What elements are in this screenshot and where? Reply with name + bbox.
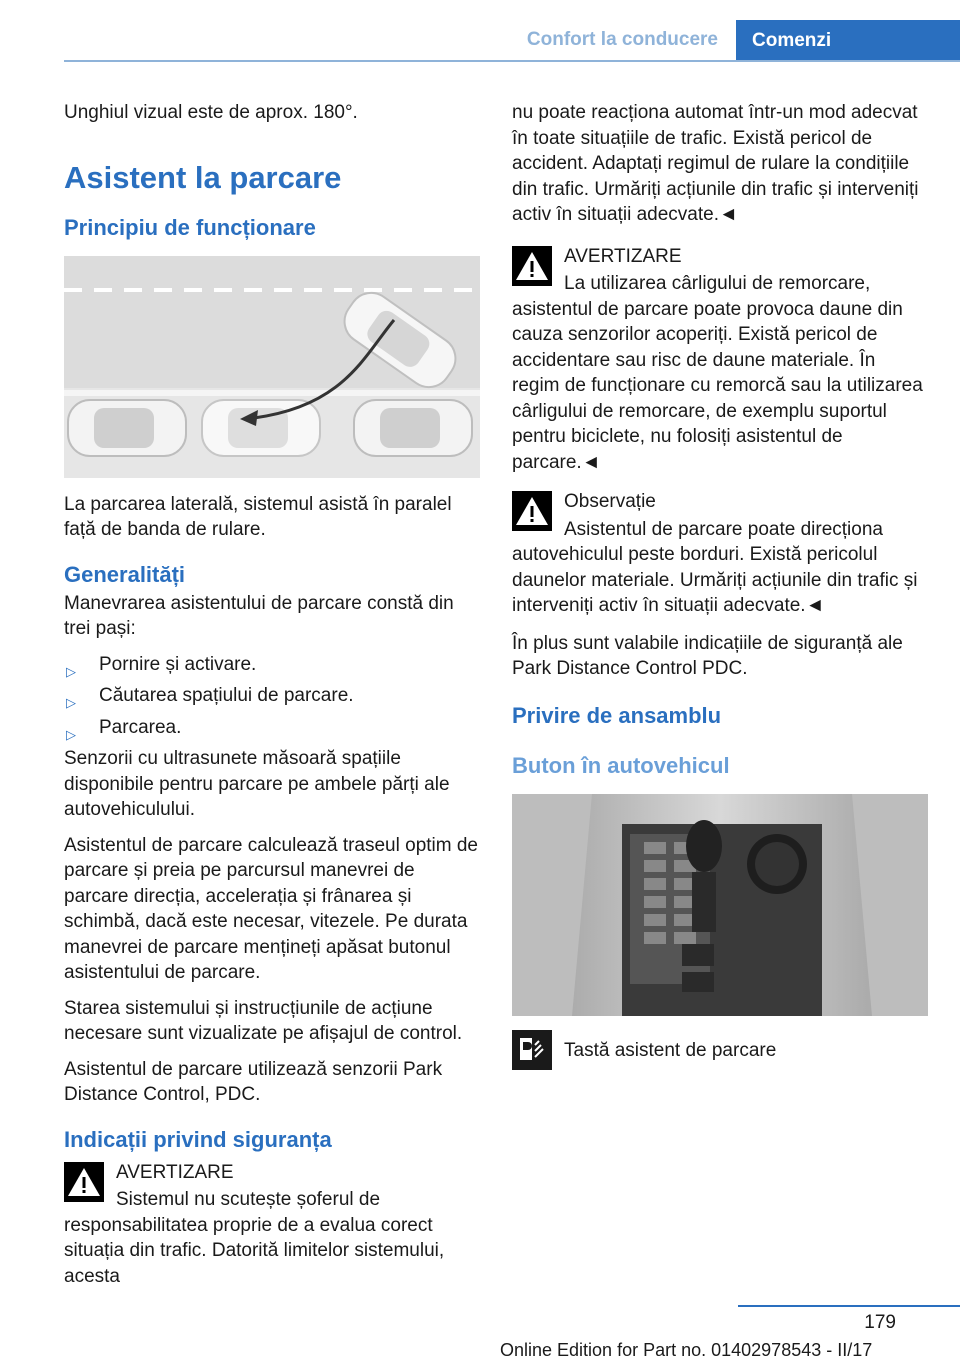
header-rule xyxy=(64,60,960,62)
heading-principle: Principiu de funcționare xyxy=(64,214,316,240)
footer-rule xyxy=(738,1305,960,1307)
parked-car-right xyxy=(354,400,472,456)
note-block xyxy=(512,489,928,619)
warning-icon xyxy=(512,246,552,286)
heading-general: Generalități xyxy=(64,561,186,587)
paragraph-calculation: Asistentul de parcare calculează traseul optim de parcare și preia pe parcursul manevrei de parcare direcția, accelerația și frânarea și schimbă, dacă este necesar, vitezele. Pe durata manevrei de parcare mențineți apăsat butonul asistentului de parcare. xyxy=(64,834,479,983)
heading-park-assist: Asistent la parcare xyxy=(64,159,342,195)
intro-text: Unghiul vizual este de aprox. 180°. xyxy=(64,102,358,123)
edition-line: Online Edition for Part no. 01402978543 - II/17 xyxy=(500,1340,873,1360)
console-photo-svg xyxy=(512,794,928,1016)
target-car-ghost xyxy=(202,400,320,456)
page-header xyxy=(0,0,960,62)
warning-title: AVERTIZARE xyxy=(116,1161,234,1183)
console-photo xyxy=(512,794,928,1016)
parking-diagram xyxy=(64,256,480,478)
parking-diagram-svg xyxy=(64,256,480,478)
warning-block-1 xyxy=(64,1160,480,1290)
list-item: ▷ Căutarea spațiului de parcare. xyxy=(64,683,480,709)
heading-overview: Privire de ansamblu xyxy=(512,702,722,728)
paragraph-pdc-safety: În plus sunt valabile indicațiile de siguranță ale Park Distance Control PDC. xyxy=(512,632,903,679)
warning-icon xyxy=(64,1162,104,1202)
warning-title: AVERTIZARE xyxy=(564,245,682,267)
steps-list xyxy=(64,652,480,741)
note-title: Observație xyxy=(564,491,656,512)
general-text: Manevrarea asistentului de parcare constă din trei pași: xyxy=(64,592,454,639)
list-item: ▷ Parcarea. xyxy=(64,715,480,741)
paragraph-pdc: Asistentul de parcare utilizează senzorii Park Distance Control, PDC. xyxy=(64,1058,443,1105)
page-number: 179 xyxy=(864,1312,896,1333)
heading-safety: Indicații privind siguranța xyxy=(64,1126,332,1152)
warning-text: La utilizarea cârligului de remorcare, asistentul de parcare poate provoca daune din cauza senzorilor acoperiți. Există pericol de accidentare sau risc de daune materiale. În regim de funcționare cu remorcă sau la utilizarea cârligului de remorcare, de exemplu suportul pentru biciclete, nu folosiți asistentul de parcare.◄ xyxy=(512,273,923,473)
heading-button: Buton în autovehicul xyxy=(512,752,730,778)
paragraph-status: Starea sistemului și instrucțiunile de acțiune necesare sunt vizualizate pe afișajul de control. xyxy=(64,997,463,1044)
triangle-bullet-icon: ▷ xyxy=(66,695,76,710)
paragraph-sensors: Senzorii cu ultrasunete măsoară spațiile disponibile pentru parcare pe ambele părți ale autovehiculului. xyxy=(64,748,450,820)
legend-row xyxy=(512,1030,928,1064)
header-chapter-tab: Comenzi xyxy=(736,20,960,62)
parked-car-left xyxy=(68,400,186,456)
gear-selector xyxy=(686,820,722,872)
page-footer xyxy=(0,1290,960,1362)
triangle-bullet-icon: ▷ xyxy=(66,663,76,679)
list-item: ▷ Pornire și activare. xyxy=(64,652,480,678)
legend-text: Tastă asistent de parcare xyxy=(564,1039,777,1061)
note-text: Asistentul de parcare poate direcționa autovehiculul peste borduri. Există pericolul daunelor materiale. Urmăriți acțiunile din trafic și interveniți activ în situații adecvate.◄ xyxy=(512,518,918,616)
left-column xyxy=(64,100,480,1301)
park-assist-button-icon xyxy=(512,1030,552,1070)
warning-icon xyxy=(512,491,552,531)
warning-block-2 xyxy=(512,244,928,476)
warning-continuation: nu poate reacționa automat într-un mod adecvat în toate situațiile de trafic. Există pericol de accident. Adaptați regimul de rulare la condițiile din trafic. Urmăriți acțiunile din trafic și interveniți activ în situații adecvate.◄ xyxy=(512,102,919,225)
figure-caption: La parcarea laterală, sistemul asistă în paralel față de banda de rulare. xyxy=(64,493,452,540)
warning-text: Sistemul nu scutește șoferul de responsabilitatea proprie de a evalua corect situația din trafic. Datorită limitelor sistemului, acesta xyxy=(64,1189,445,1287)
right-column xyxy=(512,100,928,1073)
header-section-tab: Confort la conducere xyxy=(526,29,718,50)
triangle-bullet-icon: ▷ xyxy=(66,726,76,742)
